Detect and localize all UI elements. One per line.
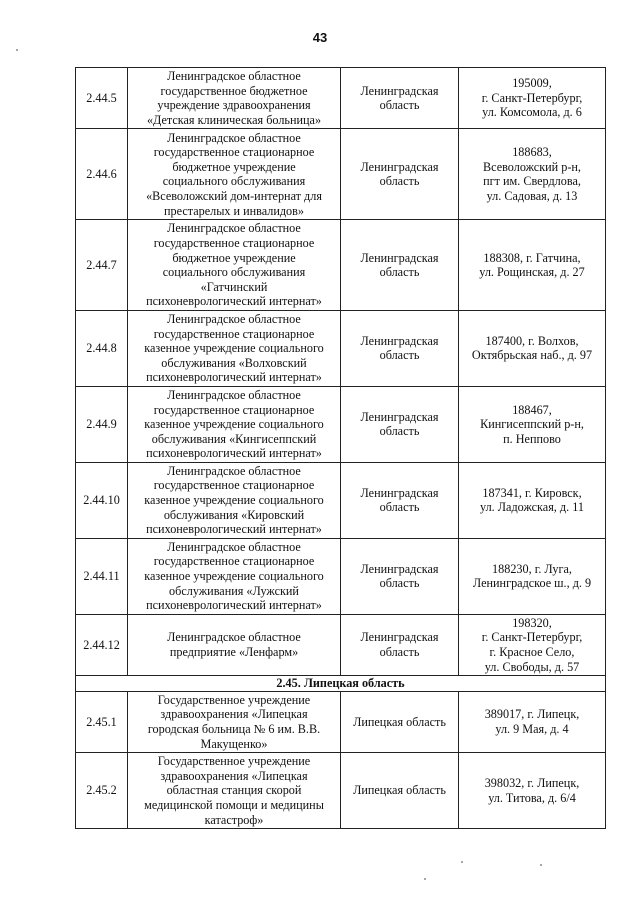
row-number: 2.45.1: [76, 691, 128, 752]
institution-name: Ленинградское областное государственное стационарное казенное учреждение социального обслуживания «Кировский психоневрологический интернат»: [128, 462, 341, 538]
address: 398032, г. Липецк, ул. Титова, д. 6/4: [459, 753, 606, 829]
row-number: 2.44.9: [76, 386, 128, 462]
table-row: [76, 691, 606, 752]
institutions-table: [75, 67, 606, 829]
row-number: 2.44.11: [76, 538, 128, 614]
institution-name: Государственное учреждение здравоохранения «Липецкая городская больница № 6 им. В.В. Макущенко»: [128, 691, 341, 752]
row-number: 2.44.12: [76, 614, 128, 675]
region-name: Ленинградская область: [341, 386, 459, 462]
address: 188683, Всеволожский р-н, пгт им. Свердлова, ул. Садовая, д. 13: [459, 129, 606, 220]
region-name: Ленинградская область: [341, 310, 459, 386]
row-number: 2.44.8: [76, 310, 128, 386]
address: 188230, г. Луга, Ленинградское ш., д. 9: [459, 538, 606, 614]
institution-name: Ленинградское областное государственное стационарное бюджетное учреждение социального обслуживания «Гатчинский психоневрологический интернат»: [128, 220, 341, 311]
address: 188467, Кингисеппский р-н, п. Неппово: [459, 386, 606, 462]
table-body: [76, 68, 606, 829]
institution-name: Ленинградское областное государственное стационарное казенное учреждение социального обслуживания «Кингисеппский психоневрологический интернат»: [128, 386, 341, 462]
row-number: 2.44.10: [76, 462, 128, 538]
address: 198320, г. Санкт-Петербург, г. Красное Село, ул. Свободы, д. 57: [459, 614, 606, 675]
row-number: 2.44.7: [76, 220, 128, 311]
region-name: Ленинградская область: [341, 68, 459, 129]
region-name: Ленинградская область: [341, 538, 459, 614]
table-row: [76, 310, 606, 386]
row-number: 2.45.2: [76, 753, 128, 829]
table-row: [76, 614, 606, 675]
address: 195009, г. Санкт-Петербург, ул. Комсомола, д. 6: [459, 68, 606, 129]
row-number: 2.44.5: [76, 68, 128, 129]
table-row: [76, 462, 606, 538]
region-name: Ленинградская область: [341, 614, 459, 675]
row-number: 2.44.6: [76, 129, 128, 220]
section-title: 2.45. Липецкая область: [76, 676, 606, 692]
table-row: [76, 753, 606, 829]
institution-name: Ленинградское областное государственное стационарное казенное учреждение социального обслуживания «Лужский психоневрологический интернат»: [128, 538, 341, 614]
region-name: Липецкая область: [341, 691, 459, 752]
section-row: [76, 676, 606, 692]
institution-name: Ленинградское областное государственное стационарное казенное учреждение социального обслуживания «Волховский психоневрологический интернат»: [128, 310, 341, 386]
page-number: 43: [312, 30, 328, 45]
region-name: Ленинградская область: [341, 220, 459, 311]
region-name: Ленинградская область: [341, 462, 459, 538]
institution-name: Ленинградское областное государственное бюджетное учреждение здравоохранения «Детская клиническая больница»: [128, 68, 341, 129]
region-name: Липецкая область: [341, 753, 459, 829]
table-row: [76, 68, 606, 129]
address: 187341, г. Кировск, ул. Ладожская, д. 11: [459, 462, 606, 538]
table-row: [76, 386, 606, 462]
institution-name: Государственное учреждение здравоохранения «Липецкая областная станция скорой медицинской помощи и медицины катастроф»: [128, 753, 341, 829]
table-row: [76, 129, 606, 220]
address: 188308, г. Гатчина, ул. Рощинская, д. 27: [459, 220, 606, 311]
region-name: Ленинградская область: [341, 129, 459, 220]
table-row: [76, 538, 606, 614]
address: 187400, г. Волхов, Октябрьская наб., д. 97: [459, 310, 606, 386]
institution-name: Ленинградское областное предприятие «Ленфарм»: [128, 614, 341, 675]
institution-name: Ленинградское областное государственное стационарное бюджетное учреждение социального обслуживания «Всеволожский дом-интернат для престарелых и инвалидов»: [128, 129, 341, 220]
address: 389017, г. Липецк, ул. 9 Мая, д. 4: [459, 691, 606, 752]
table-row: [76, 220, 606, 311]
